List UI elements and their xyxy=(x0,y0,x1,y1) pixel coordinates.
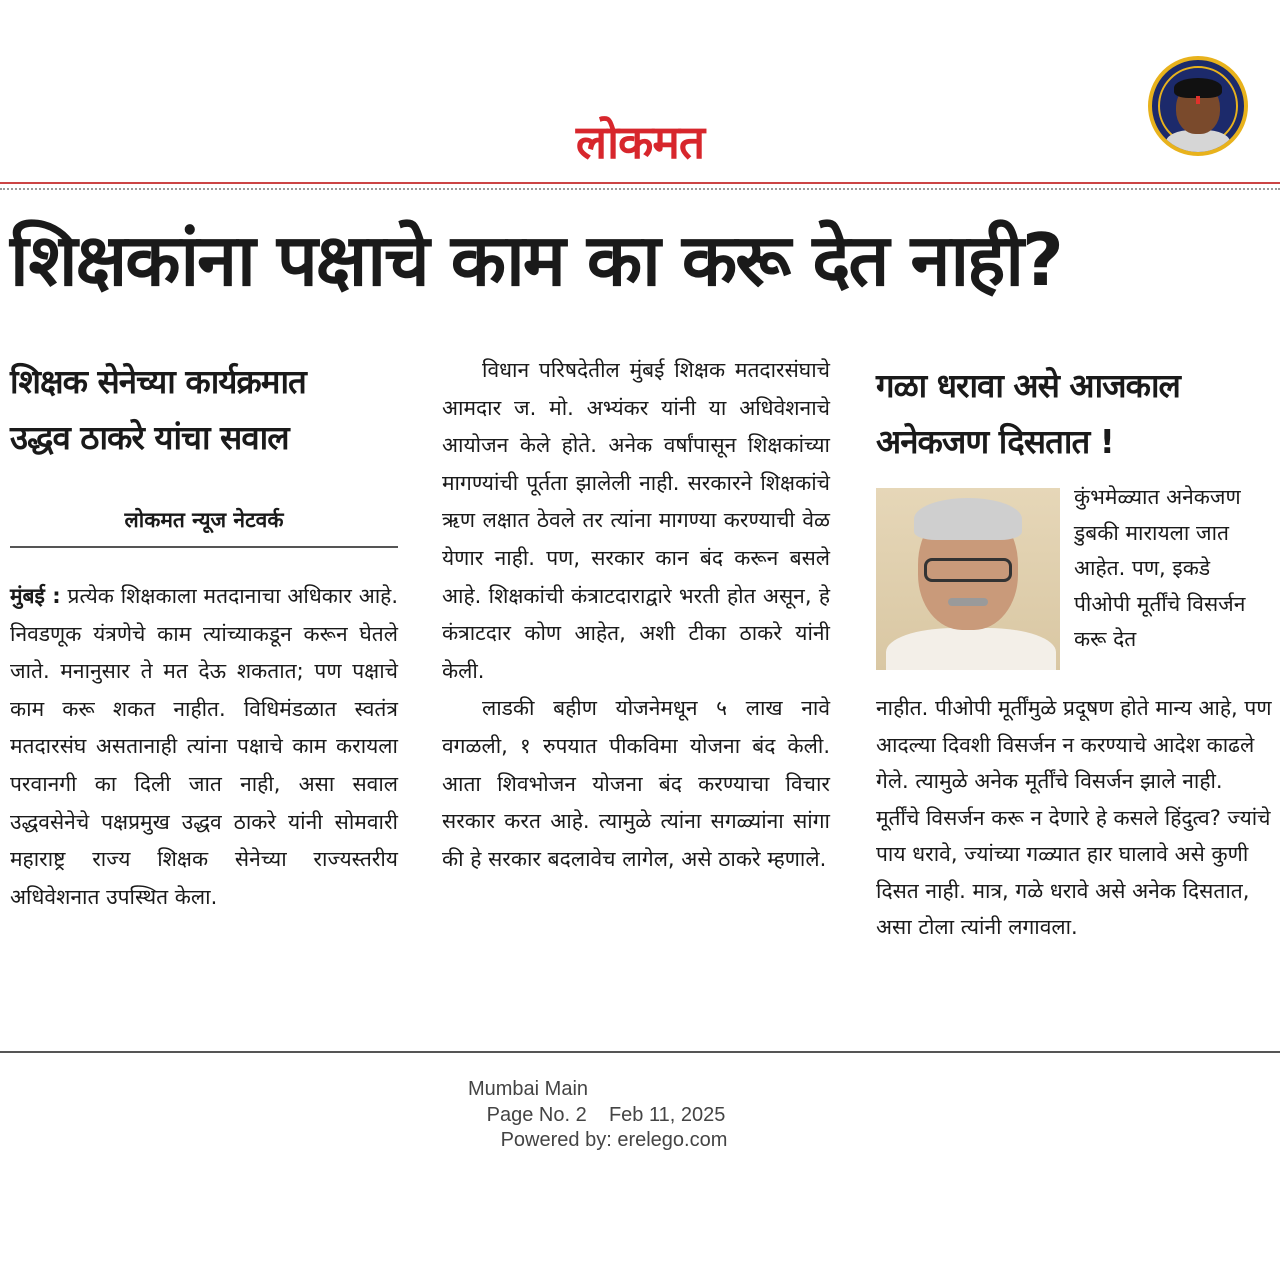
right-text-below-photo: नाहीत. पीओपी मूर्तींमुळे प्रदूषण होते मान्य आहे, पण आदल्या दिवशी विसर्जन न करण्याचे आदेश काढले गेले. त्यामुळे अनेक मूर्तींचे विसर्जन झाले नाही. मूर्तींचे विसर्जन करू न देणारे हे कसले हिंदुत्व? ज्यांचे पाय धरावे, ज्यांच्या गळ्यात हार घालावे असे कुणी दिसत नाही. मात्र, गळे धरावे असे अनेक दिसतात, असा टोला त्यांनी लगावला. xyxy=(876,696,1272,939)
photo-person-shirt xyxy=(886,628,1056,670)
right-text-beside-photo: कुंभमेळ्यात अनेकजण डुबकी मारायला जात आहेत. पण, इकडे पीओपी मूर्तींचे विसर्जन करू देत xyxy=(1074,485,1246,651)
footer-powered: Powered by: erelego.com xyxy=(500,1129,728,1151)
profile-badge xyxy=(1148,56,1248,156)
left-article-body xyxy=(10,578,398,916)
left-subhead-line1: शिक्षक सेनेच्या कार्यक्रमात xyxy=(10,362,306,401)
right-subhead xyxy=(876,358,1272,470)
right-subhead-line1: गळा धरावा असे आजकाल xyxy=(876,366,1180,405)
footer-date: Feb 11, 2025 xyxy=(608,1104,726,1126)
photo-person-moustache xyxy=(948,598,988,606)
dateline: मुंबई : xyxy=(10,584,61,608)
right-subhead-line2: अनेकजण दिसतात ! xyxy=(876,422,1114,461)
middle-paragraph-1: विधान परिषदेतील मुंबई शिक्षक मतदारसंघाचे आमदार ज. मो. अभ्यंकर यांनी या अधिवेशनाचे आयोजन केले होते. अनेक वर्षांपासून शिक्षकांच्या मागण्यांची पूर्तता झालेली नाही. सरकारने शिक्षकांचे ऋण लक्षात ठेवले तर त्यांना मागण्या करण्याची वेळ येणार नाही. पण, सरकार कान बंद करून बसले आहे. शिक्षकांची कंत्राटदाराद्वारे भरती होत असून, हे कंत्राटदार कोण आहेत, अशी टीका ठाकरे यांनी केली. xyxy=(442,358,830,683)
main-headline: शिक्षकांना पक्षाचे काम का करू देत नाही? xyxy=(10,218,1062,302)
article-photo xyxy=(876,488,1060,670)
left-subhead xyxy=(10,354,410,466)
masthead-logo: लोकमत xyxy=(575,115,705,169)
photo-person-glasses xyxy=(924,558,1012,582)
footer-page: Page No. 2 xyxy=(486,1104,587,1126)
footer-page-date xyxy=(0,1104,1226,1127)
badge-portrait-tilak xyxy=(1196,96,1200,104)
middle-paragraph-2: लाडकी बहीण योजनेमधून ५ लाख नावे वगळली, १ रुपयात पीकविमा योजना बंद केली. आता शिवभोजन योजना बंद करण्याचा विचार सरकार करत आहे. त्यामुळे त्यांना सगळ्यांना सांगा की हे सरकार बदलावेच लागेल, असे ठाकरे म्हणाले. xyxy=(442,696,830,871)
left-subhead-line2: उद्धव ठाकरे यांचा सवाल xyxy=(10,418,289,457)
footer-rule xyxy=(0,1051,1280,1053)
photo-person-hair xyxy=(914,498,1022,540)
masthead-rule xyxy=(0,182,1280,190)
byline-rule xyxy=(10,546,398,548)
footer-edition: Mumbai Main xyxy=(467,1078,589,1100)
left-body-text: प्रत्येक शिक्षकाला मतदानाचा अधिकार आहे. निवडणूक यंत्रणेचे काम त्यांच्याकडून करून घेतले जाते. मनानुसार ते मत देऊ शकतात; पण पक्षाचे काम करू शकत नाहीत. विधिमंडळात स्वतंत्र मतदारसंघ असतानाही त्यांना पक्षाचे काम करायला परवानगी का दिली जात नाही, असा सवाल उद्धवसेनेचे पक्षप्रमुख उद्धव ठाकरे यांनी सोमवारी महाराष्ट्र राज्य शिक्षक सेनेच्या राज्यस्तरीय अधिवेशनात उपस्थित केला. xyxy=(10,584,398,909)
middle-article-body xyxy=(442,352,830,878)
badge-portrait-hair xyxy=(1174,78,1222,98)
byline: लोकमत न्यूज नेटवर्क xyxy=(124,508,284,532)
